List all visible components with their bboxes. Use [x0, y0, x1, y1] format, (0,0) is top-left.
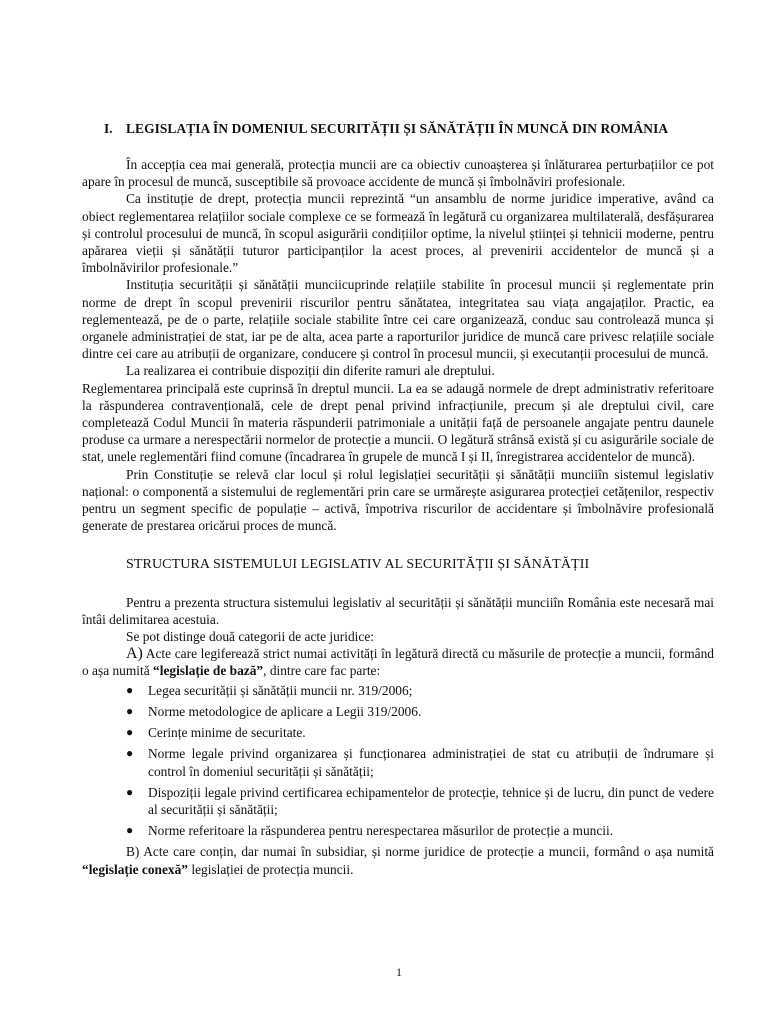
page-number: 1 [396, 965, 402, 979]
category-a-text-end: , dintre care fac parte: [263, 663, 381, 679]
category-b-paragraph [82, 843, 714, 877]
section-paragraph-2: Se pot distinge două categorii de acte juridice: [126, 629, 375, 645]
category-b-text-start: B) Acte care conțin, dar numai în subsidiar, și norme juridice de protecție a muncii, formând o așa numită [126, 844, 714, 860]
category-a-paragraph [82, 645, 714, 679]
list-item-text: Norme legale privind organizarea și funcționarea administrației de stat cu atribuții de îndrumare și control în domeniul securității și sănătății; [148, 746, 714, 779]
section-paragraph-1: Pentru a prezenta structura sistemului legislativ al securității și sănătății munciiîn România este necesară mai întâi delimitarea acestuia. [82, 594, 714, 627]
list-item-text: Cerințe minime de securitate. [148, 725, 306, 741]
chapter-number: I. [104, 121, 113, 136]
bullet-icon: ● [126, 746, 134, 761]
list-item [126, 784, 714, 818]
list-item [126, 682, 714, 699]
category-b-text-end: legislației de protecția muncii. [188, 861, 354, 877]
bullet-icon: ● [126, 823, 134, 838]
category-a-bold: “legislație de bază” [153, 663, 264, 679]
paragraph-2: Ca instituție de drept, protecția muncii reprezintă “un ansamblu de norme juridice imperative, având ca obiect reglementarea relațiilor sociale complexe ce se formează în legătură cu organizarea multilaterală, desfășurarea și controlul procesului de muncă, în scopul asigurării condițiilor optime, la nivelul științei și tehnicii moderne, pentru apărarea vieții și sănătății tuturor participanților la acest proces, al prevenirii accidentelor de muncă și a îmbolnăvirilor profesionale.” [82, 191, 714, 276]
list-item-text: Norme referitoare la răspunderea pentru nerespectarea măsurilor de protecție a muncii. [148, 823, 614, 839]
bullet-icon: ● [126, 703, 134, 718]
paragraph-4: La realizarea ei contribuie dispoziții din diferite ramuri ale dreptului. [126, 363, 495, 379]
list-item [126, 745, 714, 779]
category-a-letter: A) [126, 645, 143, 663]
list-item-text: Legea securității și sănătății muncii nr. 319/2006; [148, 682, 413, 698]
category-a-text-start: Acte care legiferează strict numai activități în legătură directă cu măsurile de protecție a muncii, formând o așa numită [82, 646, 714, 679]
bullet-icon: ● [126, 725, 134, 740]
paragraph-6: Prin Constituție se relevă clar locul și rolul legislației securității și sănătății munciiîn sistemul legislativ național: o componentă a sistemului de reglementări prin care se urmărește asigurarea protecției cetățenilor, respectiv pentru un segment specific de populație – activă, împotriva riscurilor de accidentare și îmbolnăvire profesională generate de prestarea oricărui proces de muncă. [82, 466, 714, 534]
chapter-title: LEGISLAȚIA ÎN DOMENIUL SECURITĂȚII ȘI SĂNĂTĂȚII ÎN MUNCĂ DIN ROMÂNIA [126, 121, 669, 136]
paragraph-3: Instituția securității și sănătății munciicuprinde relațiile stabilite în procesul muncii și reglementate prin norme de drept în scopul prevenirii riscurilor pentru sănătatea, integritatea sau viața angajaților. Practic, ea reglementează, pe de o parte, relațiile sociale stabilite între cei care organizează, conduc sau controlează munca și organele administrației de stat, iar pe de alta, acea parte a raporturilor juridice de muncă care privesc relațiile sociale dintre cei care au atribuții de organizare, conducere și control în procesul muncii, și executanții procesului de muncă. [82, 277, 714, 362]
paragraph-5: Reglementarea principală este cuprinsă în dreptul muncii. La ea se adaugă normele de drept administrativ referitoare la răspunderea contravențională, cele de drept penal privind infracțiunile, precum și ale dreptului civil, care completează Codul Muncii în materia răspunderii patrimoniale a unității față de persoanele angajate pentru daunele produse ca urmare a nerespectării normelor de protecție a muncii. O legătură strânsă există și cu asigurările sociale de stat, unele reglementări fiind comune (încadrarea în grupele de muncă I și II, înregistrarea accidentelor de muncă). [82, 380, 714, 465]
list-item-text: Dispoziții legale privind certificarea echipamentelor de protecție, tehnice și de lucru, din punct de vedere al securității și sănătății; [148, 784, 714, 817]
list-item-text: Norme metodologice de aplicare a Legii 319/2006. [148, 703, 422, 719]
section-subheading: STRUCTURA SISTEMULUI LEGISLATIV AL SECURITĂȚII ȘI SĂNĂTĂȚII [126, 557, 590, 573]
legislation-list [82, 682, 714, 840]
chapter-heading [104, 120, 744, 137]
bullet-icon: ● [126, 682, 134, 697]
paragraph-1: În accepția cea mai generală, protecția muncii are ca obiectiv cunoașterea și înlăturarea perturbațiilor ce pot apare în procesul de muncă, susceptibile să provoace accidente de muncă și îmbolnăviri profesionale. [82, 157, 714, 190]
category-b-bold: “legislație conexă” [82, 861, 188, 877]
list-item [126, 724, 714, 741]
document-body [82, 156, 714, 878]
bullet-icon: ● [126, 784, 134, 799]
list-item [126, 703, 714, 720]
list-item [126, 822, 714, 839]
